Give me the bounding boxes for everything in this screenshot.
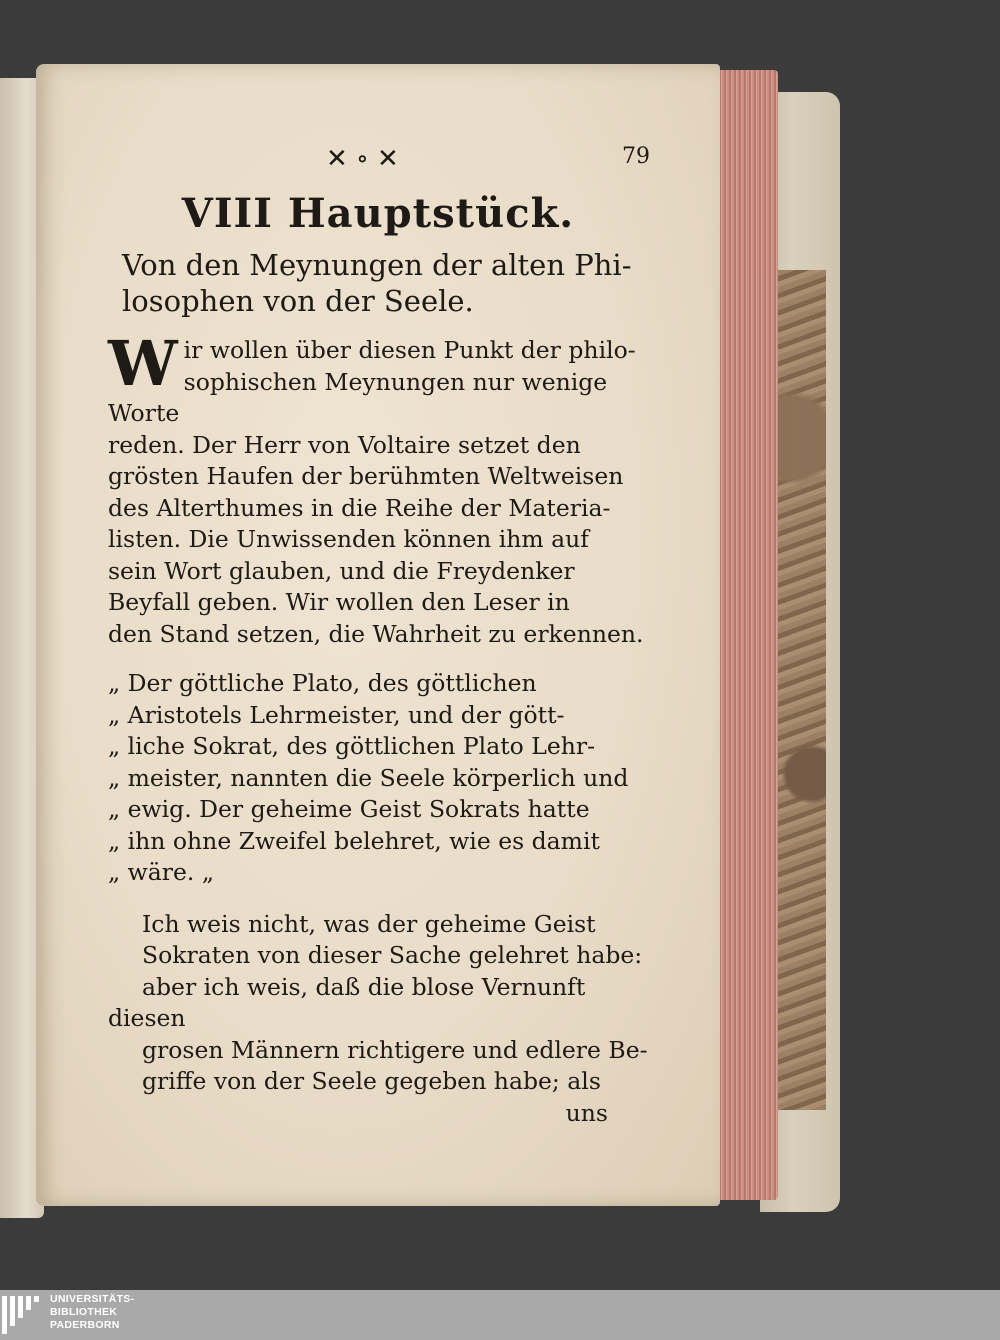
running-head xyxy=(108,144,648,184)
subtitle-line: Von den Meynungen der alten Phi- xyxy=(122,248,632,282)
page-edges xyxy=(712,70,778,1200)
quote-line: „ ewig. Der geheime Geist Sokrats hatte xyxy=(108,795,590,823)
page-text-block xyxy=(108,144,648,1128)
subtitle-line: losophen von der Seele. xyxy=(122,284,474,318)
book-page xyxy=(36,64,720,1206)
text-line: ir wollen über diesen Punkt der philo- xyxy=(183,336,636,364)
quote-line: „ ihn ohne Zweifel belehret, wie es damit xyxy=(108,826,600,855)
quote-line: „ Aristotels Lehrmeister, und der gött- xyxy=(108,700,565,729)
logo-line: UNIVERSITÄTS- xyxy=(50,1293,135,1305)
text-line: sein Wort glauben, und die Freydenker xyxy=(108,556,575,585)
library-logo-icon[interactable] xyxy=(0,1292,44,1338)
marbled-cover-paper xyxy=(778,270,826,1110)
chapter-subtitle xyxy=(122,247,648,319)
text-line: den Stand setzen, die Wahrheit zu erkennen. xyxy=(108,619,644,648)
quote-line: „ wäre. „ xyxy=(108,858,215,886)
text-line: des Alterthumes in die Reihe der Materia- xyxy=(108,493,611,522)
text-line: sophischen Meynungen nur wenige Worte xyxy=(108,367,608,427)
library-logo-text xyxy=(50,1293,134,1332)
text-line: grosen Männern richtigere und edlere Be- xyxy=(142,1035,648,1064)
catchword: uns xyxy=(565,1098,608,1127)
quotation-block xyxy=(108,668,648,889)
header-ornament: ✕ ∘ ✕ xyxy=(326,144,399,174)
quote-line: „ meister, nannten die Seele körperlich und xyxy=(108,763,629,792)
quote-line: „ liche Sokrat, des göttlichen Plato Lehr- xyxy=(108,732,596,760)
chapter-heading: VIII Hauptstück. xyxy=(181,190,575,237)
text-line: listen. Die Unwissenden können ihm auf xyxy=(108,525,589,553)
paragraph-first xyxy=(108,327,648,650)
logo-line: PADERBORN xyxy=(50,1319,120,1331)
text-line: Beyfall geben. Wir wollen den Leser in xyxy=(108,588,570,616)
drop-cap: W xyxy=(108,327,178,400)
text-line: Sokraten von dieser Sache gelehret habe: xyxy=(142,941,643,969)
text-line: griffe von der Seele gegeben habe; als xyxy=(142,1067,601,1095)
quote-line: „ Der göttliche Plato, des göttlichen xyxy=(108,669,537,697)
footer-bar xyxy=(0,1290,1000,1340)
logo-line: BIBLIOTHEK xyxy=(50,1306,118,1318)
text-line: grösten Haufen der berühmten Weltweisen xyxy=(108,462,624,490)
paragraph-third xyxy=(108,909,648,1098)
page-number: 79 xyxy=(622,144,650,169)
text-line: aber ich weis, daß die blose Vernunft diesen xyxy=(108,972,586,1032)
text-line: Ich weis nicht, was der geheime Geist xyxy=(142,909,596,938)
text-line: reden. Der Herr von Voltaire setzet den xyxy=(108,430,581,459)
